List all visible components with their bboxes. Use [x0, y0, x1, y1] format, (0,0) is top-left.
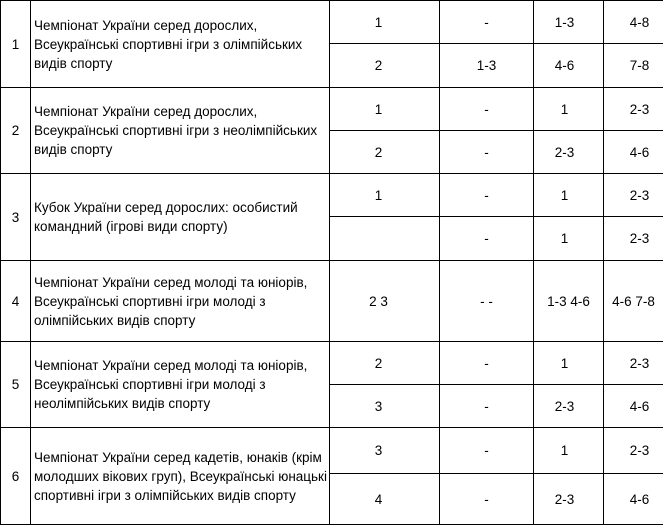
- cell-value: 4-8: [604, 1, 663, 44]
- competition-description: Чемпіонат України серед дорослих, Всеукраїнські спортивні ігри з неолімпійських видів спорту: [31, 88, 330, 174]
- cell-value: 4-6: [604, 385, 663, 428]
- cell-value: 1: [330, 174, 440, 217]
- row-number: 3: [1, 174, 31, 261]
- cell-value: -: [440, 1, 534, 44]
- table-row: [1, 428, 663, 474]
- cell-value: 2-3: [604, 217, 663, 261]
- cell-value: 3: [330, 428, 440, 474]
- cell-value: 1: [330, 88, 440, 131]
- row-number: 2: [1, 88, 31, 174]
- cell-value: 2 3: [330, 261, 440, 342]
- cell-value: 4-6: [534, 44, 604, 88]
- table-row: [1, 261, 663, 342]
- cell-value: 2-3: [534, 131, 604, 174]
- cell-value: 2: [330, 131, 440, 174]
- cell-value: 2-3: [604, 174, 663, 217]
- cell-value: - -: [440, 261, 534, 342]
- cell-value: 1-3 4-6: [534, 261, 604, 342]
- cell-value: 4-6 7-8: [604, 261, 663, 342]
- cell-value: 4-6: [604, 131, 663, 174]
- cell-value: 1: [534, 342, 604, 385]
- row-number: 6: [1, 428, 31, 525]
- row-number: 4: [1, 261, 31, 342]
- competition-description: Чемпіонат України серед дорослих, Всеукраїнські спортивні ігри з олімпійських видів спорту: [31, 1, 330, 88]
- cell-value: 2: [330, 44, 440, 88]
- cell-value: -: [440, 342, 534, 385]
- table-row: [1, 342, 663, 385]
- cell-value: [330, 217, 440, 261]
- cell-value: 1: [534, 88, 604, 131]
- row-number: 1: [1, 1, 31, 88]
- cell-value: 1: [330, 1, 440, 44]
- cell-value: -: [440, 88, 534, 131]
- cell-value: 1: [534, 428, 604, 474]
- cell-value: -: [440, 174, 534, 217]
- cell-value: 2: [330, 342, 440, 385]
- cell-value: 2-3: [604, 88, 663, 131]
- cell-value: 2-3: [604, 342, 663, 385]
- competition-description: Чемпіонат України серед молоді та юніорів, Всеукраїнські спортивні ігри молоді з неолімпійських видів спорту: [31, 342, 330, 428]
- cell-value: -: [440, 217, 534, 261]
- competition-description: Чемпіонат України серед молоді та юніорів, Всеукраїнські спортивні ігри молоді з олімпійських видів спорту: [31, 261, 330, 342]
- competition-description: Кубок України серед дорослих: особистий командний (ігрові види спорту): [31, 174, 330, 261]
- cell-value: -: [440, 131, 534, 174]
- table-row: [1, 1, 663, 44]
- cell-value: 2-3: [604, 428, 663, 474]
- table-row: [1, 88, 663, 131]
- cell-value: -: [440, 474, 534, 525]
- cell-value: 1-3: [534, 1, 604, 44]
- cell-value: 1: [534, 217, 604, 261]
- table-row: [1, 174, 663, 217]
- cell-value: 4: [330, 474, 440, 525]
- cell-value: 1-3: [440, 44, 534, 88]
- cell-value: 1: [534, 174, 604, 217]
- competition-description: Чемпіонат України серед кадетів, юнаків (крім молодших вікових груп), Всеукраїнські юнацькі спортивні ігри з олімпійських видів спорту: [31, 428, 330, 525]
- cell-value: -: [440, 385, 534, 428]
- cell-value: -: [440, 428, 534, 474]
- cell-value: 2-3: [534, 385, 604, 428]
- cell-value: 3: [330, 385, 440, 428]
- cell-value: 2-3: [534, 474, 604, 525]
- row-number: 5: [1, 342, 31, 428]
- cell-value: 7-8: [604, 44, 663, 88]
- cell-value: 4-6: [604, 474, 663, 525]
